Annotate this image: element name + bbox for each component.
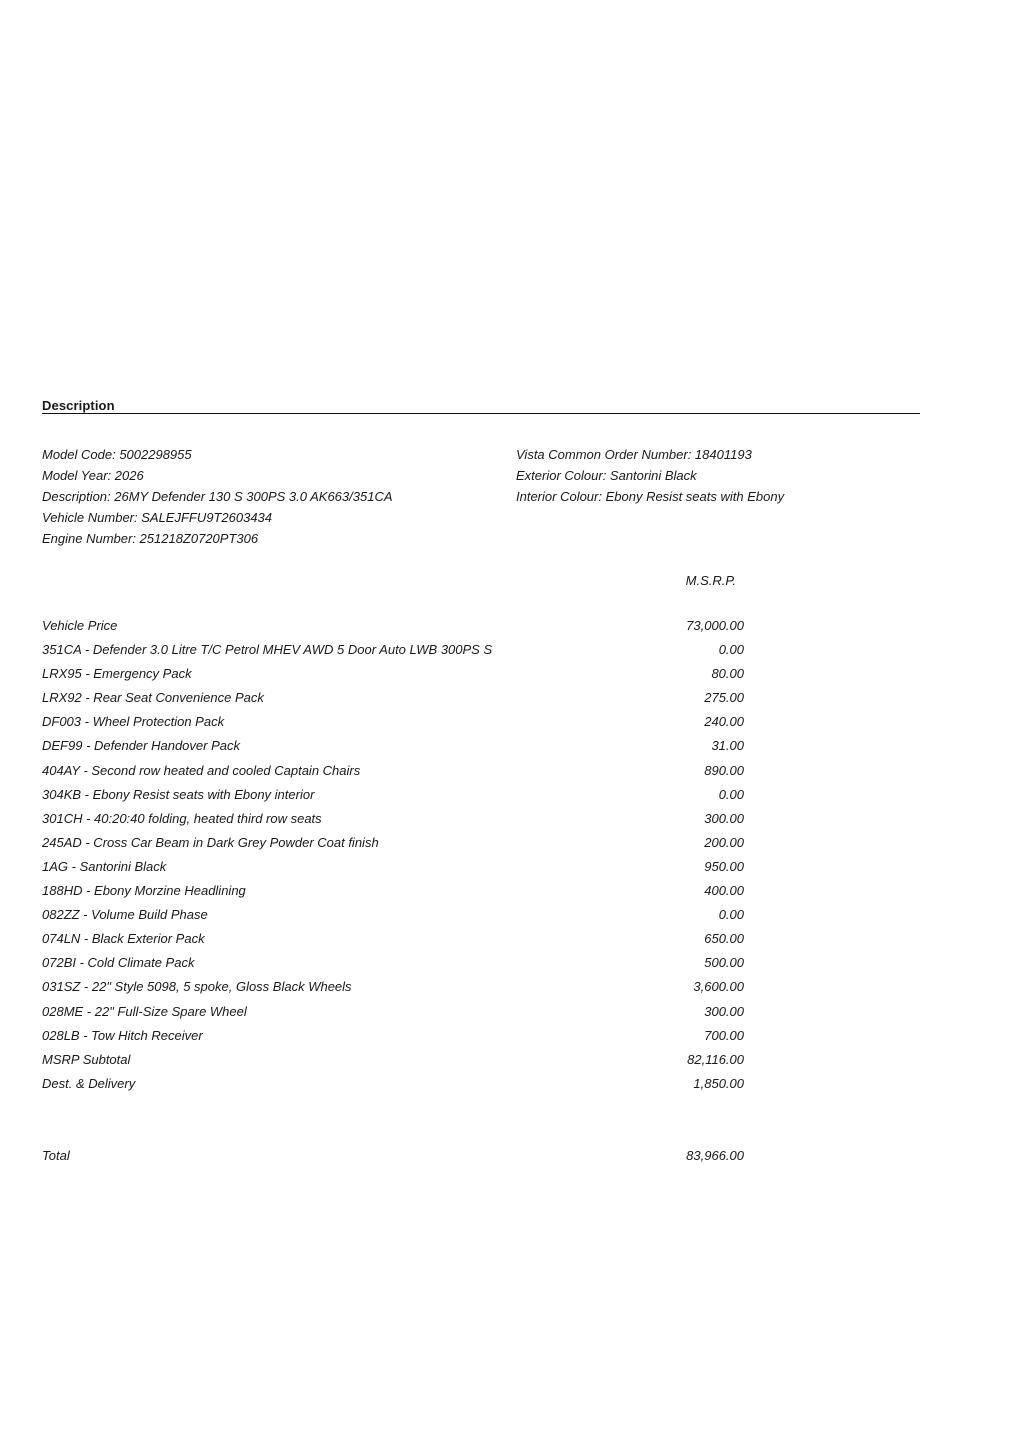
price-row <box>42 833 744 857</box>
vehicle-description: Description: 26MY Defender 130 S 300PS 3.0 AK663/351CA <box>42 489 393 504</box>
total-label: Total <box>42 1148 70 1163</box>
price-row-description: LRX95 - Emergency Pack <box>42 666 192 682</box>
price-row <box>42 688 744 712</box>
total-amount: 83,966.00 <box>686 1148 744 1163</box>
price-row-amount: 200.00 <box>704 834 744 850</box>
price-row-description: 404AY - Second row heated and cooled Captain Chairs <box>42 762 361 778</box>
vehicle-number: Vehicle Number: SALEJFFU9T2603434 <box>42 510 273 525</box>
price-list <box>42 616 744 1098</box>
price-row-description: 028LB - Tow Hitch Receiver <box>42 1027 203 1043</box>
price-row <box>42 616 744 640</box>
price-row <box>42 929 744 953</box>
price-row <box>42 736 744 760</box>
price-row <box>42 953 744 977</box>
price-row-description: 351CA - Defender 3.0 Litre T/C Petrol MHEV AWD 5 Door Auto LWB 300PS S <box>42 642 493 658</box>
msrp-column-header: M.S.R.P. <box>685 573 736 588</box>
total-row <box>42 1146 744 1168</box>
price-row <box>42 785 744 809</box>
price-row-amount: 700.00 <box>704 1027 744 1043</box>
price-row <box>42 1074 744 1098</box>
price-row-amount: 400.00 <box>704 883 744 899</box>
price-row-amount: 300.00 <box>704 810 744 826</box>
price-row-description: 082ZZ - Volume Build Phase <box>42 907 208 923</box>
price-row-description: 304KB - Ebony Resist seats with Ebony interior <box>42 786 315 802</box>
price-row <box>42 905 744 929</box>
price-row-description: 245AD - Cross Car Beam in Dark Grey Powder Coat finish <box>42 834 379 850</box>
interior-colour: Interior Colour: Ebony Resist seats with Ebony <box>516 489 785 504</box>
price-row-amount: 240.00 <box>704 714 744 730</box>
price-row-description: 188HD - Ebony Morzine Headlining <box>42 883 246 899</box>
price-row-amount: 80.00 <box>711 666 744 682</box>
price-row-amount: 950.00 <box>704 858 744 874</box>
model-year: Model Year: 2026 <box>42 468 144 483</box>
model-code: Model Code: 5002298955 <box>42 447 192 462</box>
price-row <box>42 1026 744 1050</box>
price-row-description: 1AG - Santorini Black <box>42 858 167 874</box>
price-row-description: Dest. & Delivery <box>42 1075 136 1091</box>
price-row-description: 028ME - 22" Full-Size Spare Wheel <box>42 1003 247 1019</box>
price-row-amount: 650.00 <box>704 931 744 947</box>
price-row <box>42 1002 744 1026</box>
price-row <box>42 640 744 664</box>
price-row <box>42 881 744 905</box>
price-row-amount: 275.00 <box>704 690 744 706</box>
price-row-amount: 0.00 <box>718 642 744 658</box>
price-row-description: 031SZ - 22" Style 5098, 5 spoke, Gloss Black Wheels <box>42 979 352 995</box>
price-row-description: MSRP Subtotal <box>42 1051 131 1067</box>
price-row-description: 072BI - Cold Climate Pack <box>42 955 195 971</box>
price-row-description: DF003 - Wheel Protection Pack <box>42 714 225 730</box>
price-row <box>42 977 744 1001</box>
section-heading: Description <box>42 398 115 413</box>
price-row <box>42 857 744 881</box>
price-row-amount: 82,116.00 <box>687 1051 744 1067</box>
price-row <box>42 1050 744 1074</box>
price-row-description: 301CH - 40:20:40 folding, heated third row seats <box>42 810 322 826</box>
price-row-amount: 890.00 <box>704 762 744 778</box>
price-row <box>42 712 744 736</box>
engine-number: Engine Number: 251218Z0720PT306 <box>42 531 259 546</box>
price-row-amount: 73,000.00 <box>686 618 744 633</box>
price-row-amount: 0.00 <box>718 907 744 923</box>
order-number: Vista Common Order Number: 18401193 <box>516 447 752 462</box>
price-row-amount: 31.00 <box>711 738 744 754</box>
exterior-colour: Exterior Colour: Santorini Black <box>516 468 697 483</box>
price-row-description: LRX92 - Rear Seat Convenience Pack <box>42 690 264 706</box>
vehicle-info-left <box>42 444 393 549</box>
price-row-description: Vehicle Price <box>42 618 118 633</box>
price-row-amount: 1,850.00 <box>693 1075 744 1091</box>
price-row-amount: 500.00 <box>704 955 744 971</box>
vehicle-info-right <box>516 444 784 507</box>
price-row-amount: 0.00 <box>718 786 744 802</box>
price-row-description: DEF99 - Defender Handover Pack <box>42 738 240 754</box>
price-row <box>42 809 744 833</box>
price-row-amount: 300.00 <box>704 1003 744 1019</box>
section-divider <box>42 413 920 414</box>
price-row <box>42 761 744 785</box>
price-row <box>42 664 744 688</box>
price-row-amount: 3,600.00 <box>693 979 744 995</box>
price-row-description: 074LN - Black Exterior Pack <box>42 931 205 947</box>
